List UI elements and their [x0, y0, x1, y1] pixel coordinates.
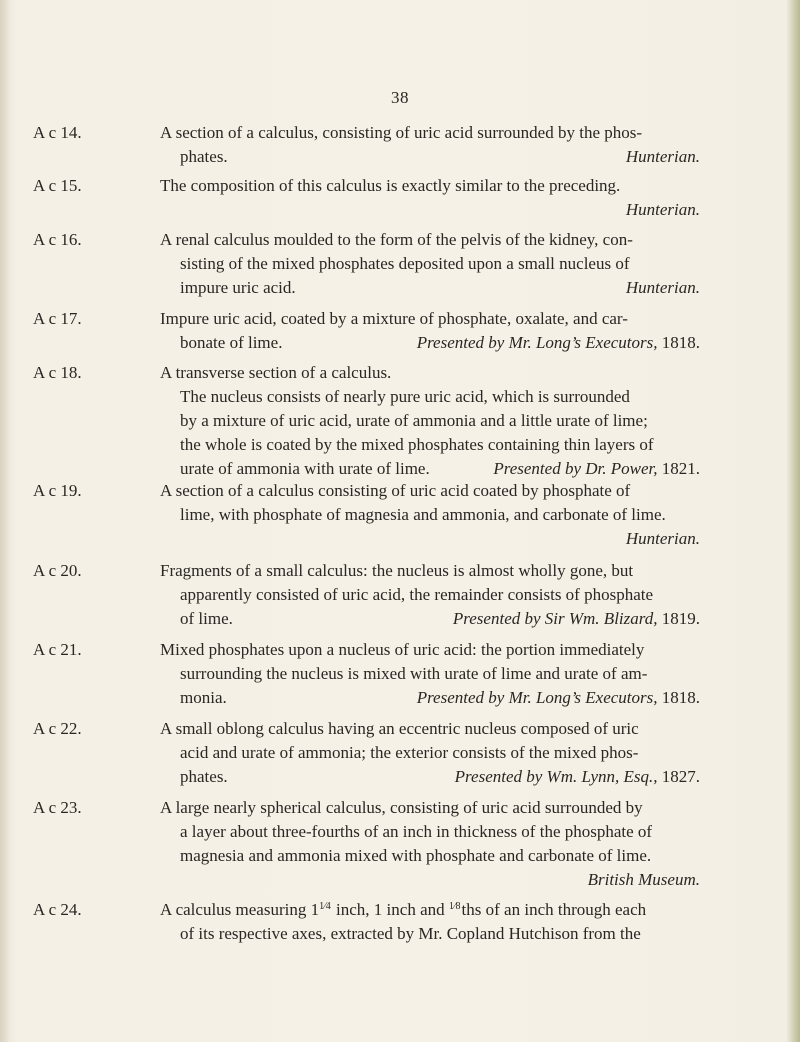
catalogue-entry [33, 796, 700, 892]
catalogue-entry [33, 228, 700, 300]
entry-presented-by: Presented by Dr. Power, [493, 459, 658, 478]
entry-text: of lime. [180, 609, 233, 628]
entry-year: 1818. [661, 688, 700, 707]
catalogue-entry [33, 307, 700, 355]
entry-text: A small oblong calculus having an eccentric nucleus composed of uric [160, 719, 639, 738]
entry-source: British Museum. [587, 870, 700, 889]
entry-text: urate of ammonia with urate of lime. [180, 459, 430, 478]
entry-text: monia. [180, 688, 227, 707]
catalogue-number: A c 22. [33, 719, 82, 738]
catalogue-entry [33, 174, 700, 222]
catalogue-entry [33, 559, 700, 631]
entry-year: 1818. [661, 333, 700, 352]
catalogue-number: A c 21. [33, 640, 82, 659]
catalogue-number: A c 17. [33, 309, 82, 328]
entry-text: Fragments of a small calculus: the nucleus is almost wholly gone, but [160, 561, 634, 580]
entry-text: acid and urate of ammonia; the exterior consists of the mixed phos- [180, 743, 639, 762]
entry-text: by a mixture of uric acid, urate of ammonia and a little urate of lime; [180, 411, 648, 430]
entry-text: apparently consisted of uric acid, the remainder consists of phosphate [180, 585, 654, 604]
catalogue-entry [33, 638, 700, 710]
entry-text: impure uric acid. [180, 278, 296, 297]
entry-text: A calculus measuring $1^{1⁄4}$ inch, 1 inch and $^{1⁄8}$ths of an inch through each [160, 900, 647, 919]
catalogue-number: A c 19. [33, 481, 82, 500]
catalogue-number: A c 20. [33, 561, 82, 580]
catalogue-number: A c 15. [33, 176, 82, 195]
entry-presented-by: Presented by Wm. Lynn, Esq., [454, 767, 658, 786]
catalogue-entry [33, 717, 700, 789]
catalogue-entry [33, 121, 700, 169]
entry-text: The nucleus consists of nearly pure uric acid, which is surrounded [180, 387, 630, 406]
catalogue-number: A c 14. [33, 123, 82, 142]
catalogue-entry [33, 479, 700, 551]
entry-text: phates. [180, 147, 228, 166]
entry-text: A section of a calculus, consisting of uric acid surrounded by the phos- [160, 123, 643, 142]
entry-text: lime, with phosphate of magnesia and ammonia, and carbonate of lime. [180, 505, 666, 524]
catalogue-number: A c 23. [33, 798, 82, 817]
entry-text: a layer about three-fourths of an inch in thickness of the phosphate of [180, 822, 653, 841]
entry-year: 1819. [661, 609, 700, 628]
entry-text: the whole is coated by the mixed phosphates containing thin layers of [180, 435, 654, 454]
fraction: 1⁄8 [448, 901, 461, 912]
catalogue-number: A c 18. [33, 363, 82, 382]
entry-text: magnesia and ammonia mixed with phosphate and carbonate of lime. [180, 846, 652, 865]
catalogue-number: A c 16. [33, 230, 82, 249]
entry-text: A section of a calculus consisting of uric acid coated by phosphate of [160, 481, 631, 500]
entry-text: sisting of the mixed phosphates deposited upon a small nucleus of [180, 254, 630, 273]
page-number: 38 [391, 88, 409, 107]
entry-text: A renal calculus moulded to the form of the pelvis of the kidney, con- [160, 230, 633, 249]
page-spine-shadow [0, 0, 10, 1042]
entry-source: Hunterian. [625, 278, 700, 297]
entry-text: Mixed phosphates upon a nucleus of uric acid: the portion immediately [160, 640, 645, 659]
entry-presented-by: Presented by Mr. Long’s Executors, [416, 688, 658, 707]
page-edge [786, 0, 800, 1042]
catalogue-number: A c 24. [33, 900, 82, 919]
entry-source: Hunterian. [625, 529, 700, 548]
entry-year: 1821. [661, 459, 700, 478]
entry-source: Hunterian. [625, 147, 700, 166]
entry-text: A large nearly spherical calculus, consisting of uric acid surrounded by [160, 798, 643, 817]
entry-presented-by: Presented by Mr. Long’s Executors, [416, 333, 658, 352]
entry-text: Impure uric acid, coated by a mixture of phosphate, oxalate, and car- [160, 309, 628, 328]
fraction: 1⁄4 [319, 901, 331, 912]
entry-text: of its respective axes, extracted by Mr. Copland Hutchison from the [180, 924, 641, 943]
entry-source: Hunterian. [625, 200, 700, 219]
entry-text: The composition of this calculus is exactly similar to the preceding. [160, 176, 621, 195]
entry-text: surrounding the nucleus is mixed with urate of lime and urate of am- [180, 664, 648, 683]
entry-text: bonate of lime. [180, 333, 283, 352]
entry-presented-by: Presented by Sir Wm. Blizard, [452, 609, 658, 628]
entry-text: phates. [180, 767, 228, 786]
catalogue-entry [33, 361, 700, 481]
entry-text: A transverse section of a calculus. [160, 363, 392, 382]
catalogue-entry [33, 898, 700, 946]
entry-year: 1827. [661, 767, 700, 786]
